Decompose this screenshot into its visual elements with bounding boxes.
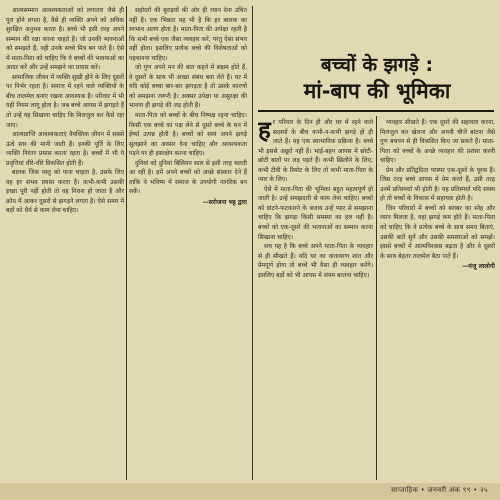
col3-lead-paragraph — [258, 118, 373, 185]
col3-paragraph: सच यह है कि बच्चे अपने माता-पिता के व्यवहार से ही सीखते हैं। यदि घर का वातावरण शांत और प्रेमपूर्ण होगा तो बच्चे भी वैसा ही व्यवहार करेंगे। इसलिए बड़ों को भी आपस में संयम बरतना चाहिए। — [258, 243, 373, 279]
column-1 — [6, 6, 124, 482]
column-divider — [376, 116, 377, 480]
col2-paragraph: माता-पिता को बच्चों के बीच निष्पक्ष रहना चाहिए। किसी एक बच्चे का पक्ष लेने से दूसरे बच्चे के मन में ईर्ष्या उत्पन्न होती है। बच्चों को स्वयं अपने झगड़े सुलझाने का अवसर देना चाहिए और आवश्यकता पड़ने पर ही हस्तक्षेप करना चाहिए। — [129, 112, 247, 158]
column-4 — [380, 118, 495, 480]
col4-paragraph: व्यवहार सीखते हैं। एक दूसरे की सहायता करना, मिलजुल कर खेलना और अपनी चीजें बांटना जैसे गुण बचपन से ही विकसित किए जा सकते हैं। माता-पिता को बच्चों के अच्छे व्यवहार की प्रशंसा करनी चाहिए। — [380, 119, 495, 165]
column-3 — [258, 118, 373, 480]
col1-paragraph: सामाजिक जीवन में व्यक्ति सुखी होने के लिए दूसरों पर निर्भर रहता है। समाज में रहने वाले व्यक्तियों के बीच तालमेल बनाए रखना आवश्यक है। परिवार में भी यही नियम लागू होता है। जब बच्चे आपस में झगड़ते हैं तो उन्हें यह सिखाना चाहिए कि मिलजुल कर कैसे रहा जाए। — [6, 73, 124, 129]
col1-paragraph: आत्मसम्मान आवश्यकताओं को लगातार जैसे ही पूरा होने लगता है, वैसे ही व्यक्ति अपने को अधिक सुरक्षित अनुभव करता है। बच्चे भी इसी तरह अपने सम्मान की रक्षा करना चाहते हैं। जो उनकी भावनाओं को समझते हैं, वही उनके सच्चे मित्र बन पाते हैं। ऐसे में माता-पिता को चाहिए कि वे बच्चों की भावनाओं का आदर करें और उन्हें समझने का प्रयास करें। — [6, 7, 124, 72]
page-footer — [0, 483, 500, 500]
col4-paragraph: प्रेम और प्रतिद्वंदिता परस्पर एक-दूसरे के पूरक हैं। जिस तरह बच्चे आपस में प्रेम करते हैं, उसी तरह उनमें प्रतिस्पर्धा भी होती है। यह प्रतिस्पर्धा यदि स्वस्थ हो तो बच्चों के विकास में सहायक होती है। — [380, 166, 495, 203]
col2-paragraph: दुनियां को दुनियां बिलियन साल से इसी तरह चलती आ रही है। हमें अपने बच्चों को अच्छे संस्कार देने हैं ताकि वे भविष्य में समाज के उपयोगी नागरिक बन सकें। — [129, 159, 247, 196]
author-signature: —मंजु लालोगी — [462, 263, 495, 271]
col2-paragraph: सहोदरों की बुराइयों की ओर ही ध्यान देना उचित नहीं है। एक भिन्नता यह भी है कि हर बालक का स्वभाव अलग होता है। माता-पिता की अपेक्षा रहती है कि सभी बच्चे एक जैसा व्यवहार करें, परंतु ऐसा संभव नहीं होता। इसलिए प्रत्येक बच्चे की विशेषताओं को पहचानना चाहिए। — [129, 7, 247, 62]
title-underline — [258, 110, 494, 112]
author-signature: —सरोजना भट्ट द्वारा — [202, 198, 247, 206]
col4-paragraph: जिन परिवारों में बच्चों को बराबर का स्नेह और ध्यान मिलता है, वहां झगड़े कम होते हैं। माता-पिता को चाहिए कि वे प्रत्येक बच्चे के साथ समय बिताएं, उसकी बातें सुनें और उसकी समस्याओं को समझें। इससे बच्चों में आत्मविश्वास बढ़ता है और वे दूसरों के साथ बेहतर तालमेल बैठा पाते हैं। — [380, 204, 495, 260]
col3-paragraph: ऐसे में माता-पिता की भूमिका बहुत महत्वपूर्ण हो जाती है। उन्हें समझदारी से काम लेना चाहिए। बच्चों को डांटने-फटकारने के बजाय उन्हें प्यार से समझाना चाहिए कि झगड़ा किसी समस्या का हल नहीं है। बच्चों को एक-दूसरे की भावनाओं का सम्मान करना सिखाना चाहिए। — [258, 185, 373, 241]
column-divider — [126, 6, 127, 480]
article-title-line2: मां-बाप की भूमिका — [303, 79, 451, 103]
column-2 — [129, 6, 247, 482]
dropcap-letter: ह — [258, 118, 271, 144]
col1-paragraph: आत्मप्राप्ति आवश्यकताएं वैयक्तिक जीवन में सबसे ऊंचे स्तर की मानी जाती हैं। इनकी पूर्ति के लिए व्यक्ति निरंतर प्रयास करता रहता है। बच्चों में भी ये प्रवृत्तियां धीरे-धीरे विकसित होती हैं। — [6, 131, 124, 167]
footer-folio: साप्ताहिक • जनवरी अंक ९९ • २५ — [391, 486, 488, 494]
col2-paragraph: जो गुण अपने मन की बात कहने में सक्षम होते हैं, वे दूसरों के साथ भी अच्छा संबंध बना लेते हैं। घर में यदि कोई बच्चा बार-बार झगड़ता है तो उसके कारणों को समझना जरूरी है। अक्सर उपेक्षा या असुरक्षा की भावना ही झगड़े की जड़ होती है। — [129, 64, 247, 110]
article-title-line1: बच्चों के झगड़े : — [320, 54, 434, 76]
col3-lead-text: र परिवार के दिन ही और घर में रहने वाले सदस्यों के बीच कभी-न-कभी झगड़े हो ही जाते हैं। यह एक स्वाभाविक प्रक्रिया है। बच्चे भी इससे अछूते नहीं हैं। भाई-बहन आपस में छोटी-छोटी बातों पर लड़ पड़ते हैं। कभी खिलौने के लिए, कभी टीवी के रिमोट के लिए तो कभी माता-पिता के प्यार के लिए। — [258, 119, 373, 184]
article-title-block — [258, 52, 496, 104]
col1-paragraph: बालक जिस वस्तु को पाना चाहता है, उसके लिए वह हर संभव प्रयास करता है। कभी-कभी उसकी इच्छा पूरी नहीं होती तो वह निराश हो जाता है और क्रोध में आकर दूसरों से झगड़ने लगता है। ऐसे समय में बड़ों को धैर्य से काम लेना चाहिए। — [6, 169, 124, 215]
column-divider — [252, 6, 253, 480]
